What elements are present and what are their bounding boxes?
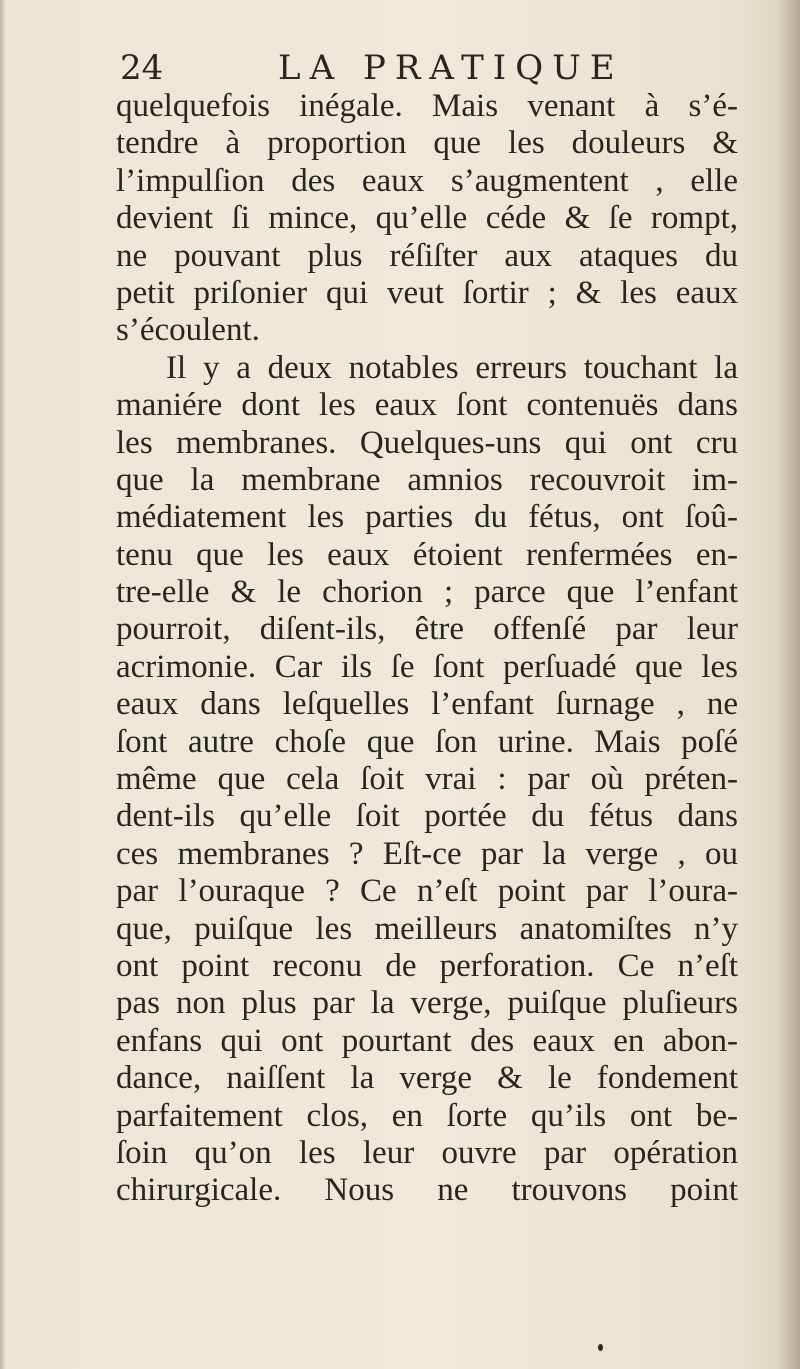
running-head (0, 44, 800, 92)
text-line: tenu que les eaux étoient renfermées en- (116, 536, 738, 573)
text-line-indented: Il y a deux notables erreurs touchant la (166, 349, 738, 386)
text-line: petit priſonier qui veut ſortir ; & les eaux (116, 274, 738, 311)
gutter-shadow (778, 0, 800, 1369)
text-line: devient ſi mince, qu’elle céde & ſe rompt, (116, 200, 738, 237)
text-line: quelquefois inégale. Mais venant à s’é- (116, 88, 738, 124)
text-line: même que cela ſoit vrai : par où préten- (116, 761, 738, 798)
text-line: ces membranes ? Eſt-ce par la verge , ou (116, 835, 738, 872)
text-line: pourroit, diſent-ils, être offenſé par leur (116, 611, 738, 648)
text-line: parfaitement clos, en ſorte qu’ils ont be- (116, 1097, 738, 1134)
text-line: acrimonie. Car ils ſe ſont perſuadé que les (116, 648, 738, 685)
text-line: enfans qui ont pourtant des eaux en abon- (116, 1022, 738, 1059)
body-text (116, 88, 738, 1210)
text-line: s’écoulent. (116, 312, 260, 349)
text-line: tendre à proportion que les douleurs & (116, 125, 738, 162)
text-line: ont point reconu de perforation. Ce n’eſt (116, 947, 738, 984)
text-line: les membranes. Quelques-uns qui ont cru (116, 424, 738, 461)
text-line: que, puiſque les meilleurs anatomiſtes n’y (116, 910, 738, 947)
text-line: pas non plus par la verge, puiſque pluſieurs (116, 985, 738, 1022)
text-line: ſont autre choſe que ſon urine. Mais poſé (116, 723, 738, 760)
page-number: 24 (120, 48, 164, 88)
running-title: LA PRATIQUE (278, 48, 624, 88)
text-line: maniére dont les eaux ſont contenuës dans (116, 387, 738, 424)
text-line: dance, naiſſent la verge & le fondement (116, 1060, 738, 1097)
text-line: chirurgicale. Nous ne trouvons point (116, 1172, 738, 1209)
text-line: ſoin qu’on les leur ouvre par opération (116, 1134, 738, 1171)
text-line: que la membrane amnios recouvroit im- (116, 461, 738, 498)
text-line: ne pouvant plus réſiſter aux ataques du (116, 237, 738, 274)
text-line: par l’ouraque ? Ce n’eſt point par l’oura- (116, 873, 738, 910)
text-line: médiatement les parties du fétus, ont ſoû- (116, 499, 738, 536)
text-line: l’impulſion des eaux s’augmentent , elle (116, 162, 738, 199)
text-line: tre-elle & le chorion ; parce que l’enfant (116, 574, 738, 611)
page-edge-shadow (0, 0, 6, 1369)
ink-speck (598, 1344, 603, 1351)
text-line: dent-ils qu’elle ſoit portée du fétus dans (116, 798, 738, 835)
text-line: eaux dans leſquelles l’enfant ſurnage , ne (116, 686, 738, 723)
